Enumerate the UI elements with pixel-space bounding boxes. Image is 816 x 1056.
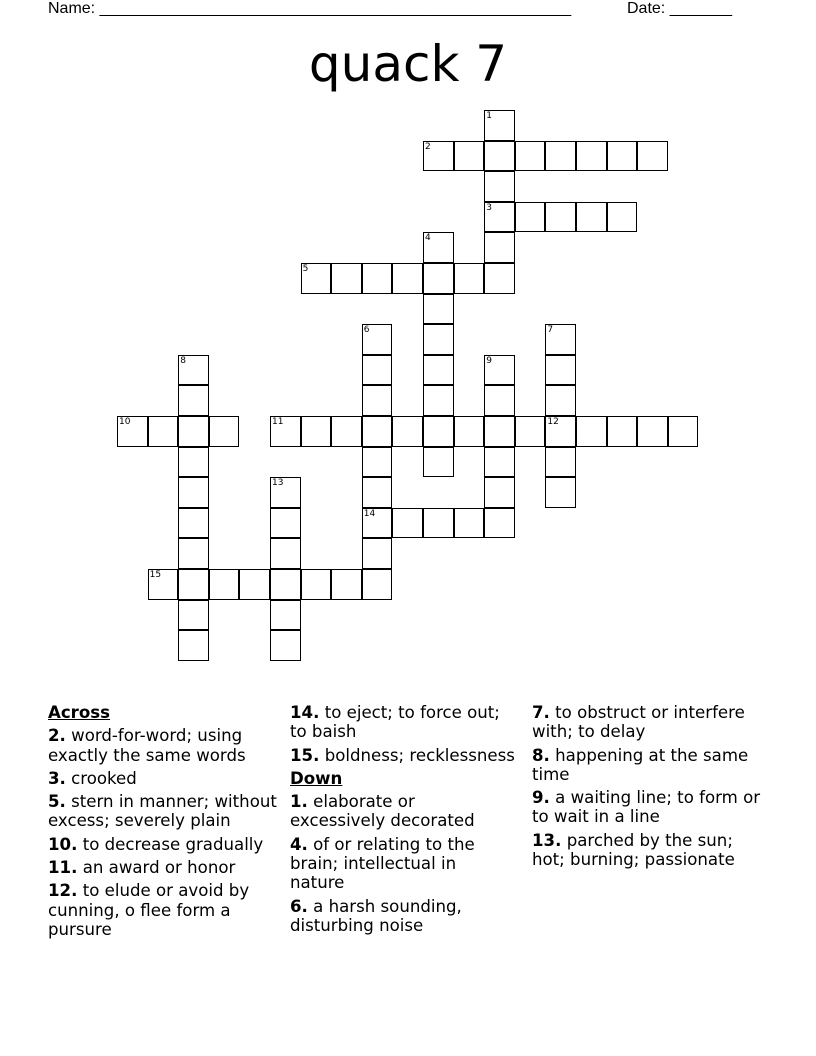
grid-cell[interactable] — [637, 416, 668, 447]
clue-across-10: 10. to decrease gradually — [48, 834, 264, 854]
puzzle-title: quack 7 — [308, 35, 508, 93]
grid-cell[interactable] — [362, 447, 393, 478]
clues-column-1 — [48, 703, 280, 943]
clue-number: 14 — [363, 508, 376, 519]
grid-cell[interactable] — [545, 202, 576, 233]
grid-cell[interactable] — [148, 416, 179, 447]
clue-across-5: 5. stern in manner; without excess; severely plain — [48, 792, 277, 831]
grid-cell[interactable] — [178, 508, 209, 539]
clue-number: 2 — [425, 141, 431, 152]
grid-cell[interactable] — [209, 416, 240, 447]
grid-cell[interactable] — [484, 263, 515, 294]
grid-cell[interactable] — [454, 263, 485, 294]
grid-cell[interactable] — [454, 141, 485, 172]
clue-down-9: 9. a waiting line; to form or to wait in a line — [532, 788, 761, 827]
grid-cell[interactable] — [423, 294, 454, 325]
clue-number: 9 — [486, 355, 492, 366]
grid-cell[interactable] — [668, 416, 699, 447]
grid-cell[interactable] — [545, 141, 576, 172]
clue-across-11: 11. an award or honor — [48, 858, 236, 878]
grid-cell[interactable] — [362, 416, 393, 447]
grid-cell[interactable] — [545, 355, 576, 386]
grid-cell[interactable] — [301, 569, 332, 600]
clue-number: 1 — [486, 111, 492, 121]
grid-cell[interactable] — [423, 263, 454, 294]
grid-cell[interactable] — [270, 508, 301, 539]
clue-number: 10 — [119, 417, 131, 427]
grid-cell[interactable] — [362, 263, 393, 294]
clue-down-1: 1. elaborate or excessively decorated — [290, 792, 475, 831]
grid-cell[interactable] — [178, 538, 209, 569]
grid-cell[interactable] — [392, 508, 423, 539]
clue-down-7: 7. to obstruct or interfere with; to delay — [532, 703, 745, 742]
grid-cell[interactable] — [484, 447, 515, 478]
grid-cell[interactable] — [423, 385, 454, 416]
down-heading: Down — [290, 768, 343, 788]
clue-across-15: 15. boldness; recklessness — [290, 745, 515, 765]
grid-cell[interactable] — [423, 355, 454, 386]
grid-cell[interactable] — [454, 416, 485, 447]
grid-cell[interactable] — [576, 416, 607, 447]
grid-cell[interactable] — [362, 569, 393, 600]
grid-cell[interactable] — [545, 447, 576, 478]
grid-cell[interactable] — [484, 141, 515, 172]
date-label: Date: — [627, 0, 666, 17]
clue-down-8: 8. happening at the same time — [532, 745, 749, 784]
grid-cell[interactable] — [484, 508, 515, 539]
clues-column-2 — [290, 703, 515, 939]
grid-cell[interactable] — [454, 508, 485, 539]
clue-across-3: 3. crooked — [48, 768, 137, 788]
clues-column-3 — [532, 703, 762, 873]
grid-cell[interactable] — [270, 600, 301, 631]
grid-cell[interactable] — [270, 630, 301, 661]
clue-down-4: 4. of or relating to the brain; intellectual in nature — [290, 834, 475, 893]
clue-across-14: 14. to eject; to force out; to baish — [290, 703, 500, 742]
clue-number: 13 — [272, 478, 284, 489]
grid-cell[interactable] — [362, 477, 393, 508]
clue-number: 3 — [486, 202, 492, 213]
grid-cell[interactable] — [545, 477, 576, 508]
grid-cell[interactable] — [484, 477, 515, 508]
grid-cell[interactable] — [392, 263, 423, 294]
clue-number: 7 — [547, 325, 554, 336]
clue-number: 12 — [547, 417, 559, 427]
grid-cell[interactable] — [178, 600, 209, 631]
name-blank[interactable]: _____________________________________________________ — [99, 0, 572, 17]
grid-cell[interactable] — [331, 263, 362, 294]
grid-cell[interactable] — [178, 477, 209, 508]
grid-cell[interactable] — [178, 630, 209, 661]
grid-cell[interactable] — [178, 569, 209, 600]
grid-cell[interactable] — [607, 416, 638, 447]
grid-cell[interactable] — [178, 416, 209, 447]
clue-number: 8 — [180, 355, 186, 366]
grid-cell[interactable] — [484, 416, 515, 447]
clue-across-12: 12. to elude or avoid by cunning, o flee form a pursure — [48, 881, 250, 939]
grid-cell[interactable] — [270, 569, 301, 600]
clue-number: 4 — [425, 233, 431, 244]
grid-cell[interactable] — [423, 508, 454, 539]
grid-cell[interactable] — [301, 416, 332, 447]
grid-cell[interactable] — [331, 569, 362, 600]
grid-cell[interactable] — [239, 569, 270, 600]
across-heading: Across — [48, 703, 111, 722]
grid-cell[interactable] — [484, 385, 515, 416]
clue-number: 5 — [302, 264, 309, 274]
clue-across-2: 2. word-for-word; using exactly the same words — [48, 726, 246, 765]
grid-cell[interactable] — [209, 569, 240, 600]
grid-cell[interactable] — [545, 385, 576, 416]
date-blank[interactable]: _______ — [669, 0, 732, 17]
grid-cell[interactable] — [576, 141, 607, 172]
name-label: Name: — [48, 0, 96, 17]
grid-cell[interactable] — [178, 385, 209, 416]
grid-cell[interactable] — [484, 232, 515, 263]
grid-cell[interactable] — [484, 171, 515, 202]
grid-cell[interactable] — [637, 141, 668, 172]
grid-cell[interactable] — [331, 416, 362, 447]
grid-cell[interactable] — [576, 202, 607, 233]
grid-cell[interactable] — [392, 416, 423, 447]
grid-cell[interactable] — [423, 416, 454, 447]
grid-cell[interactable] — [362, 538, 393, 569]
grid-cell[interactable] — [362, 385, 393, 416]
grid-cell[interactable] — [423, 447, 454, 478]
grid-cell[interactable] — [423, 324, 454, 355]
grid-cell[interactable] — [515, 202, 546, 233]
clue-down-6: 6. a harsh sounding, disturbing noise — [290, 896, 462, 935]
grid-cell[interactable] — [515, 141, 546, 172]
grid-cell[interactable] — [607, 141, 638, 172]
grid-cell[interactable] — [270, 538, 301, 569]
grid-cell[interactable] — [362, 355, 393, 386]
grid-cell[interactable] — [607, 202, 638, 233]
grid-cell[interactable] — [178, 447, 209, 478]
clue-number: 6 — [363, 325, 370, 336]
clue-number: 15 — [149, 570, 162, 580]
grid-cell[interactable] — [515, 416, 546, 447]
clue-number: 11 — [272, 417, 284, 427]
clue-down-13: 13. parched by the sun; hot; burning; passionate — [532, 830, 735, 870]
